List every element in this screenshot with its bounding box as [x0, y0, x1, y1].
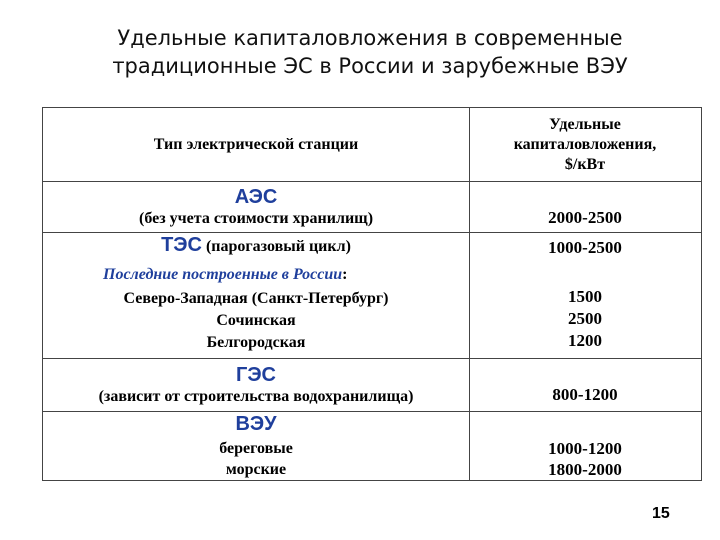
tes-value: 1000-2500	[548, 238, 622, 257]
veu-type-offshore: морские	[225, 461, 287, 478]
row-tes-type	[43, 233, 469, 358]
veu-types	[43, 438, 469, 480]
tes-plant-sochi: Сочинская	[216, 312, 296, 329]
aes-note: (без учета стоимости хранилищ)	[138, 210, 374, 227]
row-aes-type	[43, 182, 469, 232]
veu-name: ВЭУ	[235, 413, 277, 435]
row-veu-values	[469, 438, 701, 480]
capital-cost-table	[42, 107, 702, 481]
tes-heading	[43, 233, 469, 258]
header-station-type-label: Тип электрической станции	[153, 135, 359, 153]
aes-name: АЭС	[234, 186, 278, 208]
ges-value: 800-1200	[552, 385, 618, 404]
slide-title-line2: традиционные ЭС в России и зарубежные ВЭУ	[112, 54, 628, 78]
header-cost-line2: капиталовложения,	[513, 135, 657, 153]
tes-value-belgorod: 1200	[568, 331, 602, 350]
tes-plant-values	[469, 286, 701, 352]
row-ges-value	[469, 359, 701, 411]
tes-value-northwest: 1500	[568, 287, 602, 306]
veu-type-onshore: береговые	[219, 440, 293, 457]
veu-value-offshore: 1800-2000	[548, 460, 622, 479]
header-capital-cost	[469, 108, 701, 181]
tes-note: (парогазовый цикл)	[201, 238, 351, 255]
row-tes-values	[469, 233, 701, 358]
ges-name: ГЭС	[235, 364, 276, 386]
slide-title	[70, 24, 670, 80]
row-ges-type	[43, 359, 469, 411]
header-cost-line1: Удельные	[549, 115, 621, 133]
veu-value-onshore: 1000-1200	[548, 439, 622, 458]
tes-value-sochi: 2500	[568, 309, 602, 328]
ges-note: (зависит от строительства водохранилища)	[98, 388, 414, 405]
header-cost-line3: $/кВт	[564, 155, 606, 173]
tes-name: ТЭС	[161, 234, 202, 256]
header-station-type	[43, 108, 469, 181]
tes-plant-belgorod: Белгородская	[206, 334, 306, 351]
page-number: 15	[652, 505, 670, 522]
row-aes-value	[469, 182, 701, 232]
aes-value: 2000-2500	[548, 208, 622, 227]
slide-title-line1: Удельные капиталовложения в современные	[117, 26, 623, 50]
tes-recent-colon: :	[342, 266, 348, 283]
tes-plants-list	[43, 288, 469, 354]
row-veu-type	[43, 412, 469, 480]
tes-plant-northwest: Северо-Западная (Санкт-Петербург)	[123, 290, 389, 307]
tes-recent-label: Последние построенные в России	[103, 266, 343, 283]
tes-recent-heading	[103, 265, 469, 285]
